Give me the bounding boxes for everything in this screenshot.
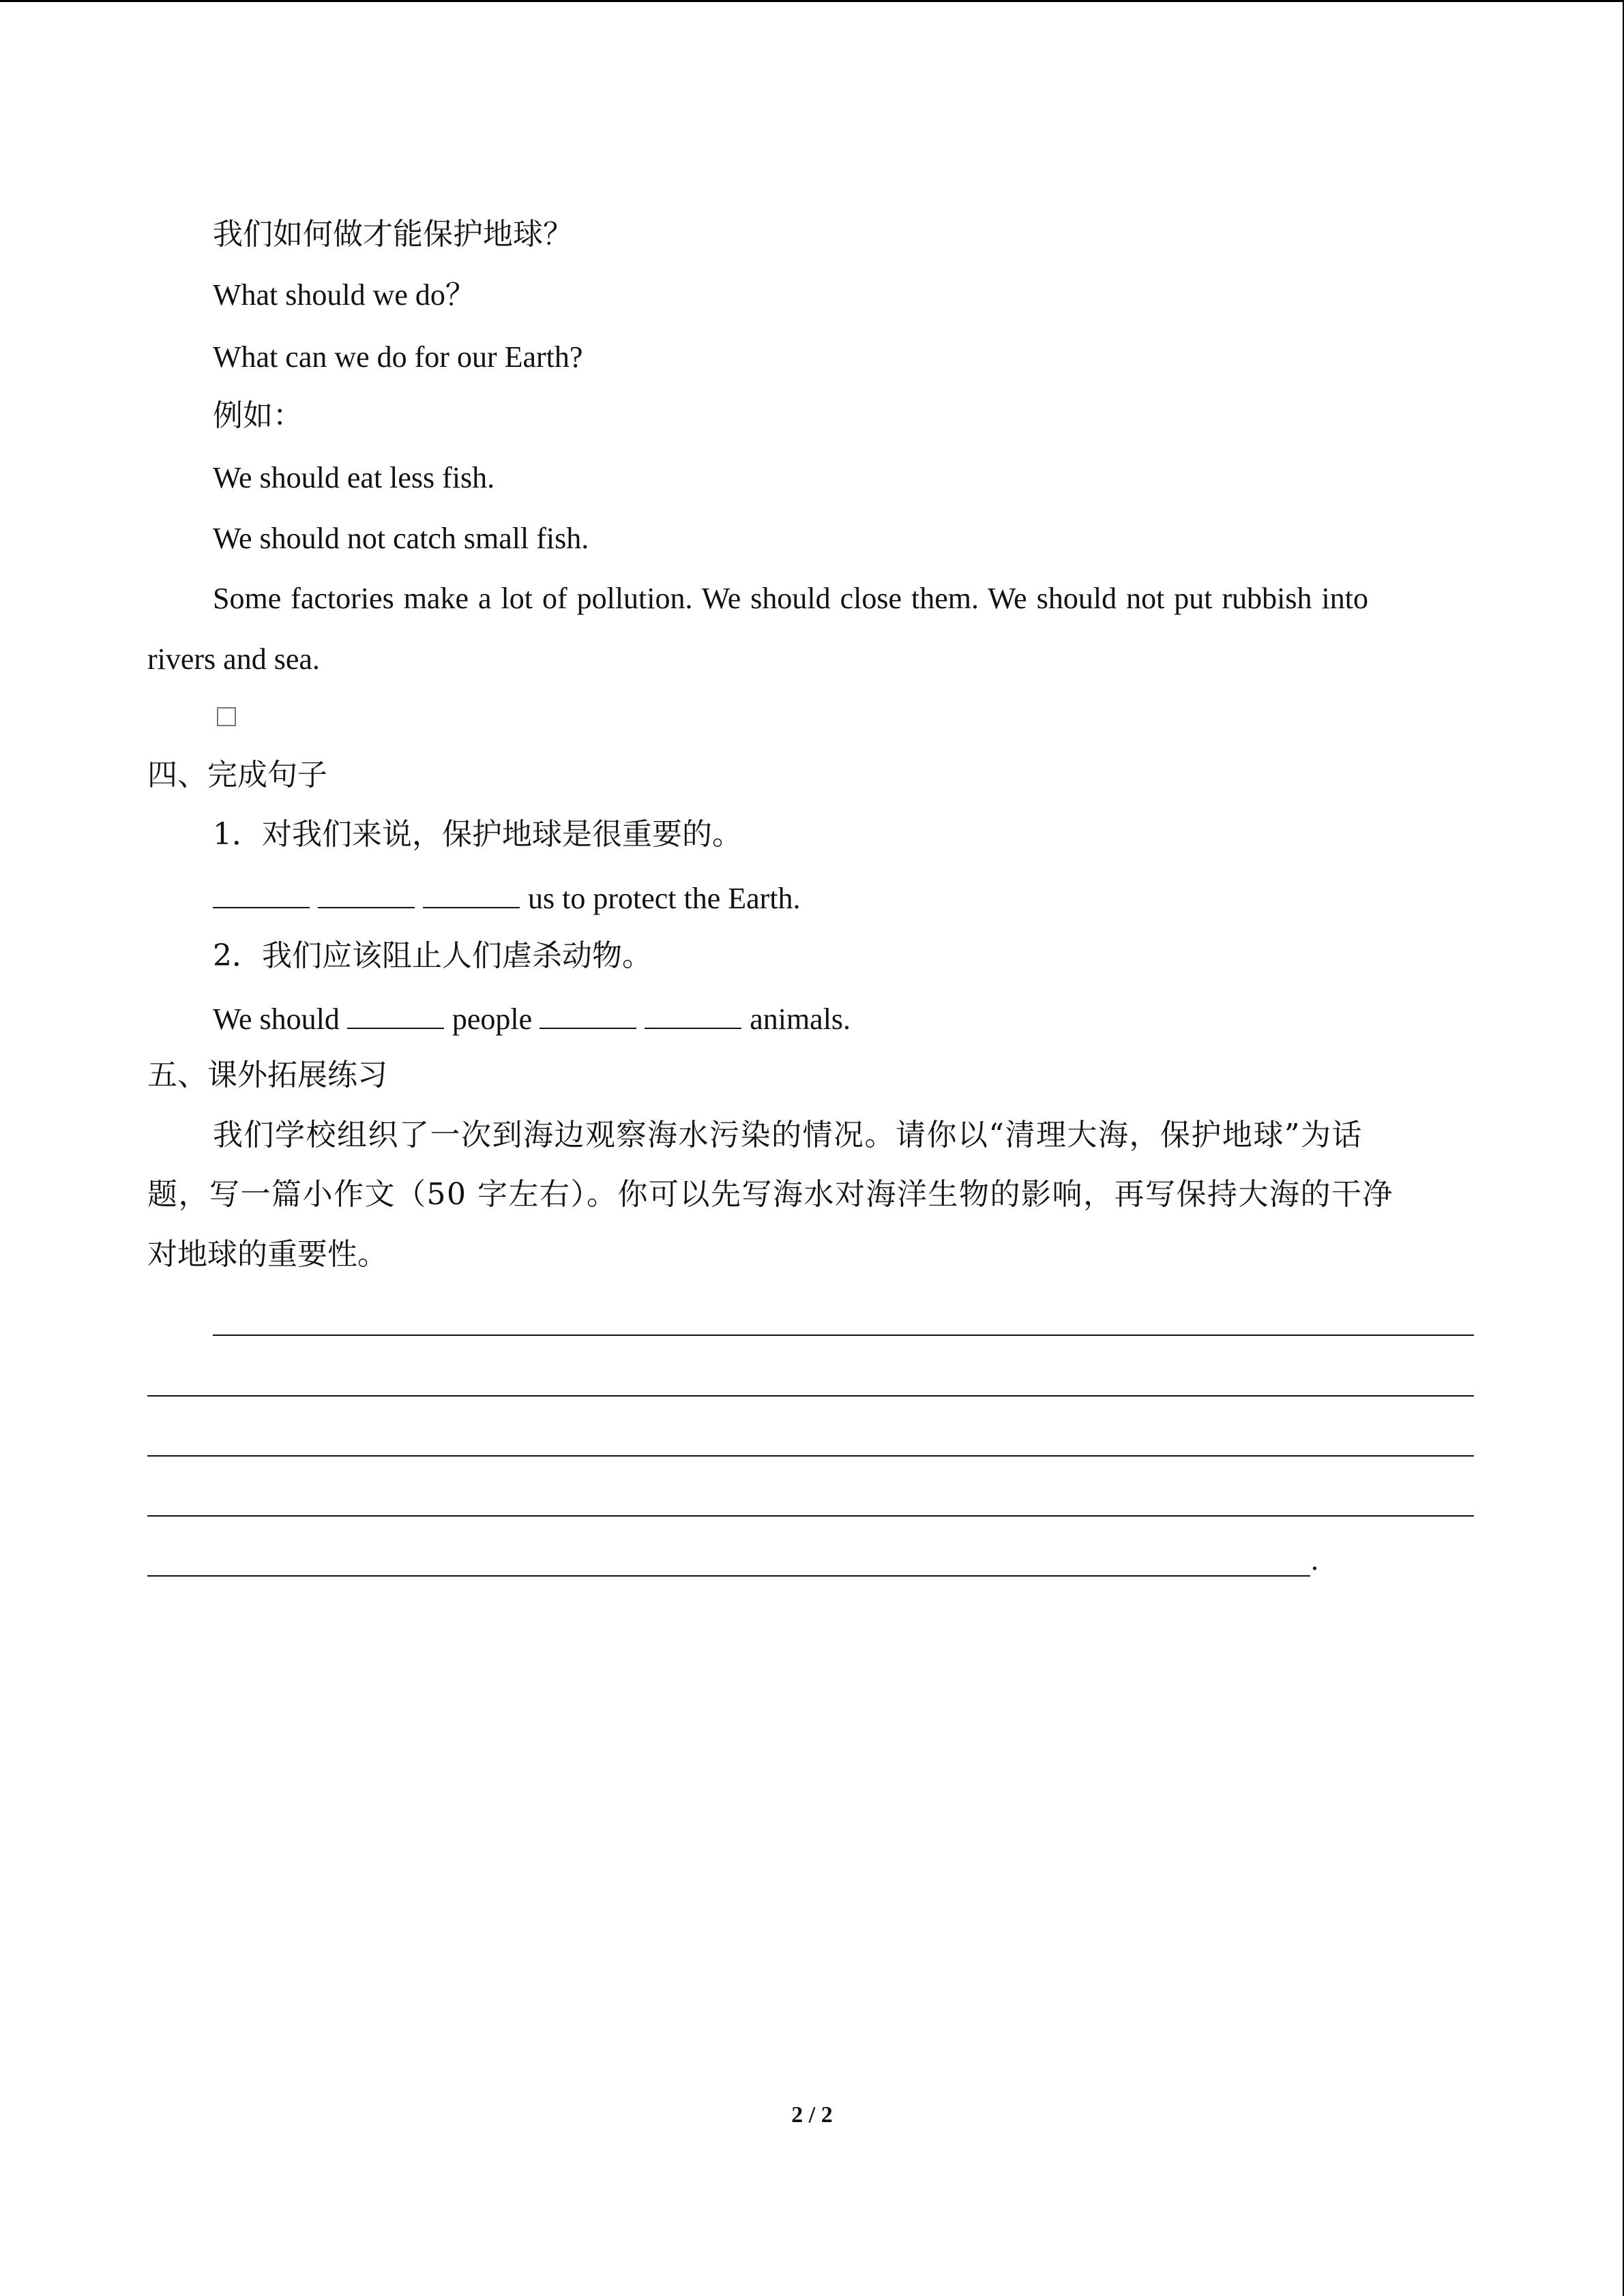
writing-line-2[interactable] [147,1395,1474,1397]
section-5-heading: 五、课外拓展练习 [147,1058,387,1092]
blank-4[interactable] [347,1002,444,1029]
prompt-line-3: 对地球的重要性。 [147,1237,387,1272]
prompt-line-1: 我们学校组织了一次到海边观察海水污染的情况。请你以“清理大海，保护地球”为话 [213,1118,1363,1152]
blank-3[interactable] [423,881,520,908]
writing-line-5[interactable] [147,1575,1310,1577]
writing-line-3[interactable] [147,1455,1474,1457]
example-sentence-3-line2: rivers and sea. [147,642,320,676]
question-en-1: What should we do？ [213,278,475,312]
item-1-en-text: us to protect the Earth. [528,882,801,915]
blank-5[interactable] [540,1002,636,1029]
item-2-en [213,1000,851,1039]
end-period: . [1311,1543,1318,1577]
top-border [0,0,1624,2]
example-sentence-1: We should eat less fish. [213,461,495,494]
checkbox-icon[interactable] [217,707,236,726]
item-2-cn: 2．我们应该阻止人们虐杀动物。 [213,938,652,973]
example-sentence-2: We should not catch small fish. [213,522,589,555]
item-2-en-b: people [452,1002,533,1036]
blank-6[interactable] [645,1002,741,1029]
section-4-heading: 四、完成句子 [147,758,327,792]
prompt-line-2: 题，写一篇小作文（50 字左右）。你可以先写海水对海洋生物的影响，再写保持大海的干净 [147,1177,1393,1212]
question-en-2: What can we do for our Earth? [213,340,583,374]
blank-1[interactable] [213,881,310,908]
item-2-en-a: We should [213,1002,340,1036]
writing-line-4[interactable] [147,1515,1474,1517]
item-1-cn: 1．对我们来说，保护地球是很重要的。 [213,817,742,852]
item-2-en-c: animals. [750,1002,851,1036]
example-label: 例如： [213,398,303,433]
question-cn: 我们如何做才能保护地球？ [213,217,573,252]
page-number: 2 / 2 [791,2102,833,2128]
item-1-en [213,880,801,918]
blank-2[interactable] [318,881,415,908]
example-sentence-3-line1: Some factories make a lot of pollution. We should close them. We should not put rubbish into [213,582,1368,615]
writing-line-1[interactable] [213,1335,1474,1336]
